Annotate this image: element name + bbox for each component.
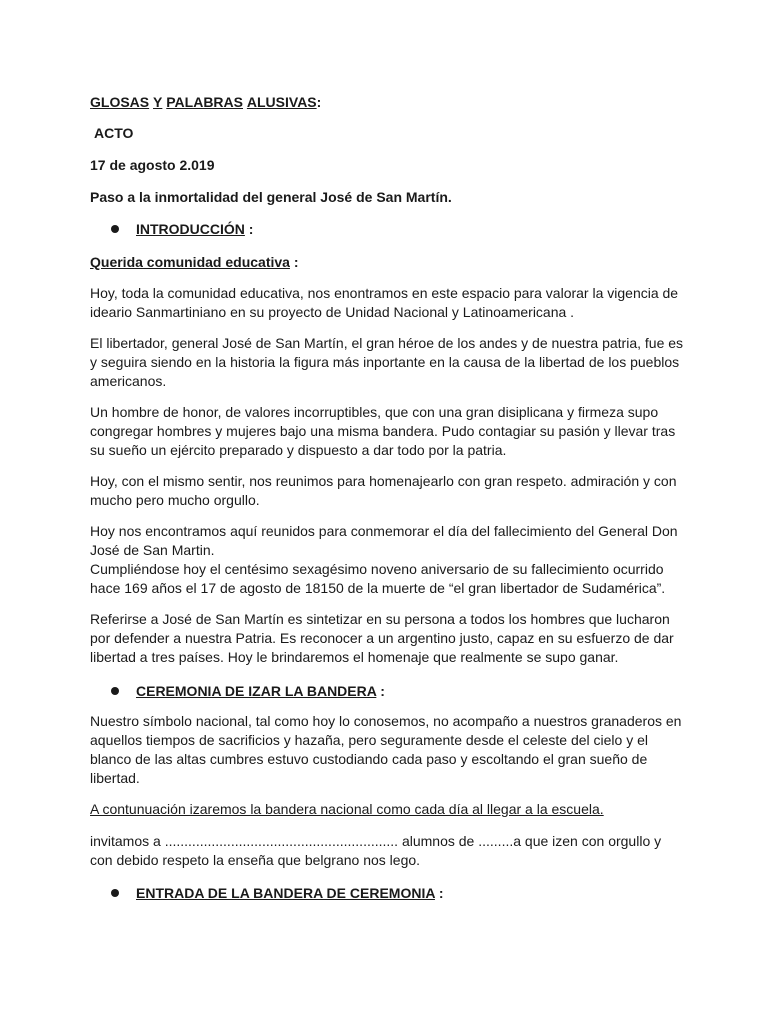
paragraph-7 [90, 712, 680, 788]
paragraph-line: Hoy, con el mismo sentir, nos reunimos para homenajearlo con gran respeto. admiración y con [90, 473, 677, 489]
paragraph-line: invitamos a ............................................................ alumnos de .........a que izen con orgullo y [90, 833, 662, 849]
paragraph-line: hace 169 años el 17 de agosto de 18150 de la muerte de “el gran libertador de Sudamérica”. [90, 580, 666, 596]
paragraph-line: con debido respeto la enseña que belgrano nos lego. [90, 852, 421, 868]
document-title [90, 93, 680, 112]
paragraph-line: Nuestro símbolo nacional, tal como hoy lo conosemos, no acompaño a nuestros granaderos en [90, 713, 682, 729]
section-suffix: : [244, 221, 254, 237]
paragraph-line: Referirse a José de San Martín es sintetizar en su persona a todos los hombres que lucharon [90, 611, 670, 627]
title-word: ALUSIVAS [246, 94, 317, 110]
paragraph-line: Un hombre de honor, de valores incorruptibles, que con una gran disiplicana y firmeza supo [90, 404, 659, 420]
paragraph-line: americanos. [90, 373, 167, 389]
paragraph-line: ideario Sanmartiniano en su proyecto de Unidad Nacional y Latinoamericana . [90, 304, 575, 320]
title-word: GLOSAS [90, 94, 150, 110]
section-label: INTRODUCCIÓN [136, 221, 245, 237]
paragraph-8: A contunuación izaremos la bandera nacional como cada día al llegar a la escuela. [90, 801, 604, 817]
section-suffix: : [434, 885, 444, 901]
paragraph-line: su sueño un ejército preparado y dispuesto a dar todo por la patria. [90, 442, 507, 458]
paragraph-line: Hoy nos encontramos aquí reunidos para conmemorar el día del fallecimiento del General Don [90, 523, 678, 539]
paragraph-line: libertad a tres países. Hoy le brindaremos el homenaje que realmente se supo ganar. [90, 649, 619, 665]
bullet-dot [111, 225, 119, 233]
title-word: PALABRAS [166, 94, 243, 110]
paragraph-line: El libertador, general José de San Martín, el gran héroe de los andes y de nuestra patria, fue es [90, 335, 684, 351]
paragraph-5 [90, 522, 680, 598]
section-label: CEREMONIA DE IZAR LA BANDERA [136, 683, 377, 699]
section-izar-bandera [136, 682, 385, 701]
title-word: Y [153, 94, 163, 110]
date-text: 17 de agosto 2.019 [90, 157, 215, 173]
section-label: ENTRADA DE LA BANDERA DE CEREMONIA [136, 885, 435, 901]
paragraph-1 [90, 284, 680, 322]
greeting-label: Querida comunidad educativa [90, 254, 290, 270]
paragraph-line: Cumpliéndose hoy el centésimo sexagésimo noveno aniversario de su fallecimiento ocurrido [90, 561, 664, 577]
paragraph-4 [90, 472, 680, 510]
bullet-dot [111, 687, 119, 695]
greeting [90, 253, 680, 272]
subtitle-text: Paso a la inmortalidad del general José de San Martín. [90, 189, 452, 205]
section-entrada-bandera [136, 884, 444, 903]
paragraph-line: congregar hombres y mujeres bajo una misma bandera. Pudo contagiar su pasión y llevar tras [90, 423, 676, 439]
paragraph-line: blanco de las altas cumbres estuvo custodiando cada paso y escoltando el gran sueño de [90, 751, 648, 767]
paragraph-2 [90, 334, 684, 391]
paragraph-line: y seguira siendo en la historia la figura más inportante en la causa de la libertad de los pueblos [90, 354, 680, 370]
bullet-dot [111, 889, 119, 897]
paragraph-line: mucho pero mucho orgullo. [90, 492, 260, 508]
paragraph-line: Hoy, toda la comunidad educativa, nos enontramos en este espacio para valorar la vigencia de [90, 285, 679, 301]
title-colon: : [316, 94, 322, 110]
paragraph-line: José de San Martin. [90, 542, 215, 558]
paragraph-line: libertad. [90, 770, 140, 786]
acto-heading: ACTO [94, 125, 134, 141]
section-suffix: : [376, 683, 385, 699]
paragraph-6 [90, 610, 680, 667]
section-introduccion [136, 220, 253, 239]
paragraph-line: aquellos tiempos de sacrificios y hazaña, pero seguramente desde el celeste del cielo y el [90, 732, 648, 748]
paragraph-line: por defender a nuestra Patria. Es reconocer a un argentino justo, capaz en su esfuerzo de dar [90, 630, 674, 646]
greeting-suffix: : [289, 254, 299, 270]
paragraph-9 [90, 832, 680, 870]
paragraph-3 [90, 403, 680, 460]
